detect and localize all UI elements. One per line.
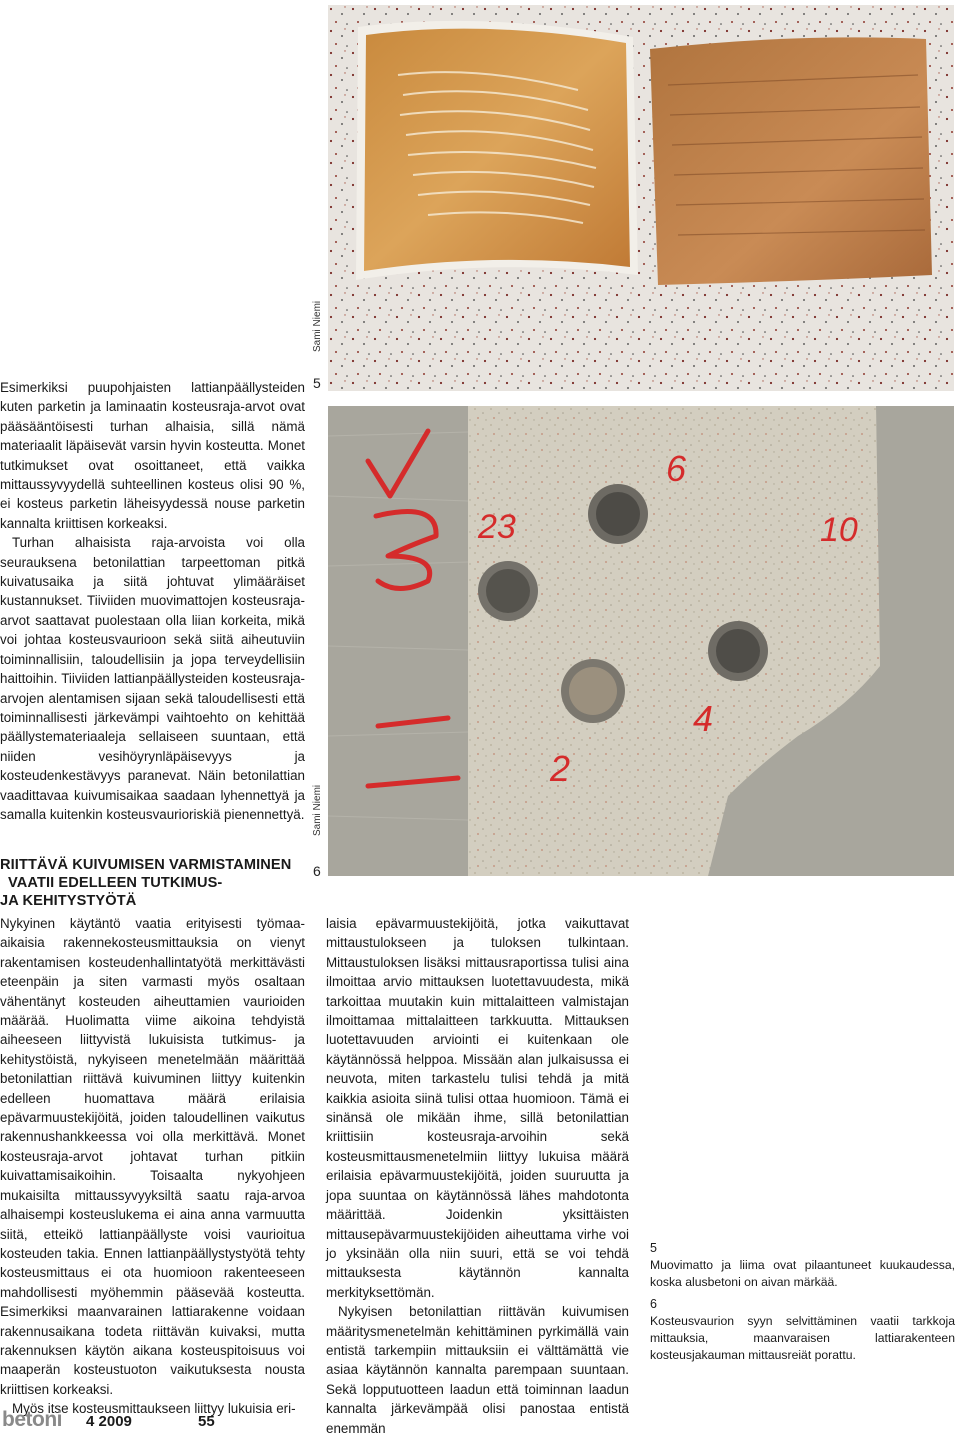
caption-number: 6 — [650, 1297, 657, 1311]
article-column-left-bottom — [0, 856, 305, 1419]
caption-number: 5 — [650, 1241, 657, 1255]
heading-line: RIITTÄVÄ KUIVUMISEN VARMISTAMINEN — [0, 857, 292, 873]
paragraph: Turhan alhaisista raja-arvoista voi olla seurauksena betonilattian tarpeettoman pitkä kuivatusaika ja siitä johtuvat ylimääräiset kustannukset. Tiiviiden muovimattojen kosteusraja-arvot saattavat puolestaan olla liian korkeita, mikä voi johtaa kosteusvaurioon sekä siitä aiheutuviin toiminnallisiin, taloudellisiin ja jopa terveydellisiin haittoihin. Tiiviiden lattianpäällysteiden kosteusraja-arvojen alentamisen sijaan sekä taloudellisesti että toiminnallisesti järkevämpi vaihtoehto on kehittää päällystemateriaaleja sellaiseen suuntaan, että niiden vesihöyrynläpäisevyys ja kosteudenkestävyys paranevat. Näin betonilattian vaadittavaa kuivumisaikaa saadaan lyhennettyä ja samalla kuitenkin kosteusvaurioriskiä pienennettyä. — [0, 535, 305, 822]
caption-text: Kosteusvaurion syyn selvittäminen vaatii tarkkoja mittauksia, maanvaraisen lattiarakenteen kosteusjakauman mittausreiät porattu. — [650, 1314, 955, 1362]
page-number: 55 — [198, 1413, 215, 1430]
photo-floor-samples — [328, 5, 954, 391]
mark-2: 2 — [550, 748, 571, 789]
mark-4: 4 — [693, 698, 714, 739]
caption-6 — [650, 1296, 955, 1364]
photo-concrete-holes — [328, 406, 954, 876]
paragraph: Nykyinen käytäntö vaatia erityisesti työmaa-aikaisia rakennekosteusmittauksia on vienyt rakentamisen kosteudenhallintatyötä merkittävästi eteenpäin ja siten varmasti myös osaltaan vähentänyt kosteuden aiheuttamien vaurioiden määrää. Huolimatta viime aikoina tehdyistä aiheeseen liittyvistä lukuisista tutkimus- ja kehitystöistä, nykyiseen menetelmään määrittää betonilattian riittävä kuivuminen liittyy kuitenkin edelleen huomattava määrä erilaisia epävarmuustekijöitä, joiden taloudellinen vaikutus rakennushankkeessa voi olla merkittävä. Monet kosteusraja-arvot johtavat turhan pitkiin kuivattamisaikoihin. Toisaalta nykyohjeen mukaisilta mittaussyvyyksiltä saatu raja-arvoa alhaisempi kosteuslukema ei aina anna varmuutta siitä, etteikö lattianpäällyste voisi vaurioitua kosteuden takia. Ennen lattianpäällystystyötä tehty kosteusmittaus ei ota huomioon rakenteeseen mahdollisesti myöhemmin pääsevää kosteutta. Esimerkiksi maanvarainen lattiarakenne voidaan rakennusaikana todeta riittävän kuivaksi, mutta rakennuksen käytön aikana kosteuspitoisuus voi maaperän kosteustuoton vaikutuksesta nousta kriittisen korkeaksi. — [0, 916, 305, 1397]
heading-line: JA KEHITYSTYÖTÄ — [0, 893, 137, 909]
caption-text: Muovimatto ja liima ovat pilaantuneet kuukaudessa, koska alusbetoni on aivan märkää. — [650, 1258, 955, 1289]
paragraph: Nykyisen betonilattian riittävän kuivumisen määritysmenetelmän kehittäminen pyrkimällä vain entistä tarkempiin mittauksiin ei välttämättä vie asiaa käytännön kannalta parempaan suuntaan. Sekä lopputuotteen laadun että toiminnan laadun kannalta järkevämpää olisi panostaa entistä enemmän — [326, 1304, 629, 1436]
floor-samples-image — [328, 5, 954, 391]
photo-credit: Sami Niemi — [312, 300, 323, 352]
mark-23: 23 — [478, 508, 516, 546]
mark-10: 10 — [820, 511, 858, 549]
article-column-left-top — [0, 378, 305, 824]
photo-captions — [650, 1240, 955, 1369]
paragraph: Myös itse kosteusmittaukseen liittyy lukuisia eri- — [12, 1401, 296, 1417]
issue-number: 4 2009 — [86, 1413, 132, 1430]
concrete-holes-image — [328, 406, 954, 876]
photo-credit: Sami Niemi — [312, 784, 323, 836]
paragraph: laisia epävarmuustekijöitä, jotka vaikuttavat mittaustulokseen ja tuloksen tulkintaan. Mittaustuloksen lisäksi mittausraportissa tulisi aina ilmoittaa arvio mittauksen luotettavuudesta, mikä tarkoittaa muutakin kuin mittalaitteen valmistajan ilmoittamaa mittalaitteen tarkkuutta. Mittauksen luotettavuuden arviointi ei kuitenkaan ole käytännössä helppoa. Missään alan julkaisussa ei neuvota, miten tarkastelu tulisi tehdä ja mitä kaikkia asioita siinä tulisi ottaa huomioon. Tämä ei sinänsä ole mikään ihme, sillä betonilattian kriittisiin kosteusraja-arvoihin sekä kosteusmittausmenetelmiin liittyy lukuisa määrä erilaisia epävarmuustekijöitä, joiden suuruutta ja jopa suuntaa on käytännössä lähes mahdotonta määrittää. Joidenkin yksittäisten mittausepävarmuustekijöiden aiheuttama virhe voi jo yksinään olla niin suuri, että se voi tehdä mittauksesta käytännön kannalta merkityksettömän. — [326, 916, 629, 1300]
section-heading — [0, 856, 305, 910]
heading-line: VAATII EDELLEEN TUTKIMUS- — [8, 875, 223, 891]
paragraph: Esimerkiksi puupohjaisten lattianpäällysteiden kuten parketin ja laminaatin kosteusraja-arvot ovat pääsääntöisesti turhan alhaisia, sillä nämä materiaalit läpäisevät varsin hyvin kosteutta. Monet tutkimukset ovat osoittaneet, että vaikka mittaussyvyydellä suhteellinen kosteus olisi 90 %, ei kosteus parketin läheisyydessä nouse parketin kannalta kriittisen korkeaksi. — [0, 380, 305, 531]
caption-5 — [650, 1240, 955, 1291]
mark-6: 6 — [666, 448, 687, 489]
article-column-middle — [326, 914, 629, 1438]
figure-number: 5 — [313, 375, 321, 391]
figure-number: 6 — [313, 863, 321, 879]
page-footer — [0, 1408, 230, 1430]
magazine-logo: betoni — [2, 1408, 62, 1431]
